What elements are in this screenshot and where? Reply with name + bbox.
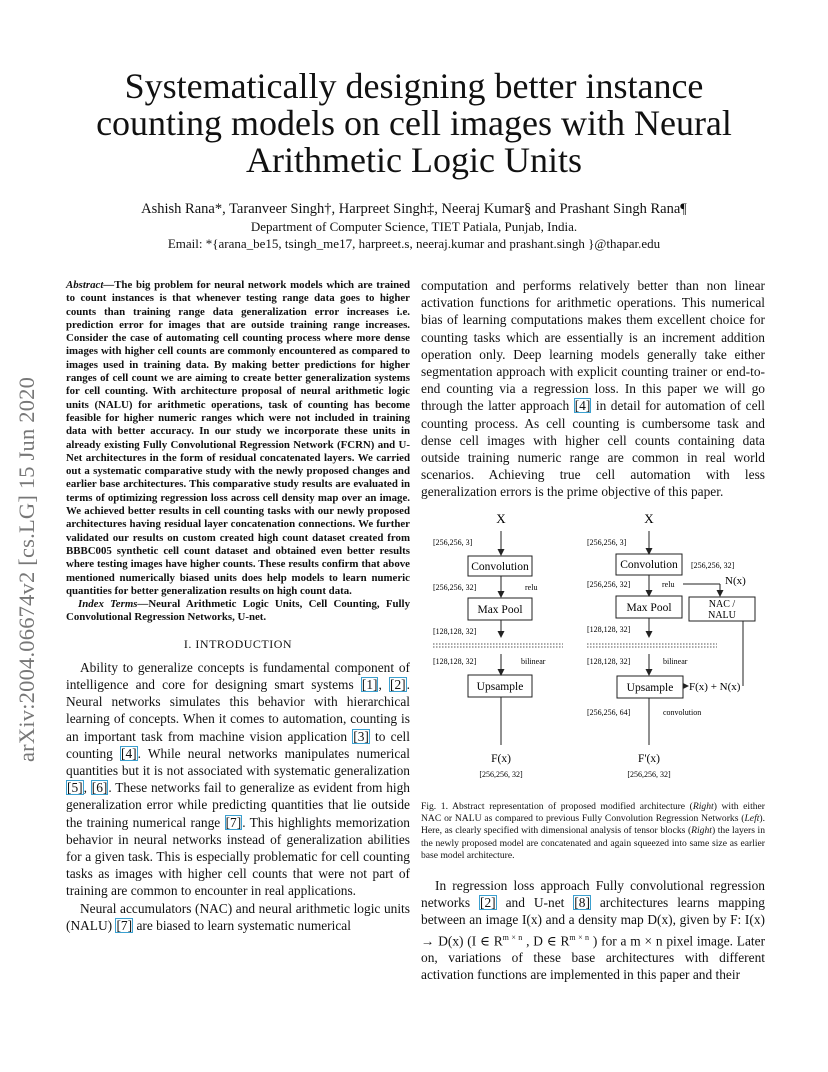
citation-link[interactable]: [2] [390,676,406,692]
arxiv-identifier[interactable]: arXiv:2004.06674v2 [cs.LG] 15 Jun 2020 [14,376,39,762]
left-convolution-label: Convolution [471,561,529,573]
right-paragraph-1: computation and performs relatively better than non linear activation functions for arithmetic operations. This numerical bias of learning computations makes them excellent choice for counting tasks which are essentially is an increment addition operation only. Deep learning models generally take either segmentation approach with explicit counting trainer or end-to-end counting via a regression loss. In this paper we will go through the latter approach [4] in detail for automation of cell counting process. As cell counting is cumbersome task and dense cell images with higher cell counts containing data outside training numeric range are common in real world scenarios. Achieving true cell automation with less generalization errors is the prime objective of this paper. [421,278,765,500]
citation-link[interactable]: [6] [91,780,108,796]
citation-link[interactable]: [4] [121,745,137,761]
right-input-label: X [644,511,654,526]
right-dim-label: [256,256, 3] [587,538,627,547]
abstract-text: The big problem for neural network models which are trained to count instances is that whenever testing range data goes to higher counts than training range data generalization error increases i.e. prediction error for images that are outside training range increases. Consider the case of automating cell counting process where more dense images with higher cell counts are commonly encountered as compared to images used in training data. By making better predictions for higher ranges of cell count we are aiming to create better generalization systems for cell counting. With architecture proposal of neural arithmetic logic units (NALU) for arithmetic operations, task of counting has become feasible for higher numeric ranges which were not included in training data with better accuracy. In our study we incorporate these units in already existing Fully Convolutional Regression Network (FCRN) and U-Net architectures in the form of residual concatenated layers. We carried out a systematic comparative study with the newly proposed changes and earlier base architectures. This comparative study results are evaluated in terms of optimizing regression loss across cell density map over an image. We achieved better results in cell counting tasks with our newly proposed architectures having residual layer concatenation connections. We further validated our results on custom created high count dataset created from BBBC005 synthetic cell count dataset and obtained even better results where testing images have higher counts. These results confirm that above mentioned numerically biased units does help models to learn numeric quantities for better generalization results on high count data. [66,279,410,597]
right-relu-label: relu [662,580,675,589]
right-dim-label: [256,256, 64] [587,708,631,717]
paper-title: Systematically designing better instance counting models on cell images with Neural Arithmetic Logic Units [96,66,732,180]
left-maxpool-label: Max Pool [477,604,523,616]
citation-link[interactable]: [3] [353,728,369,744]
intro-paragraph-2: Neural accumulators (NAC) and neural arithmetic logic units (NALU) [7] are biased to learn systematic numerical [66,900,410,933]
right-diagram [587,511,755,779]
left-relu-label: relu [525,583,538,592]
right-column [421,277,765,501]
index-terms [66,598,410,625]
left-dim-label: [256,256, 32] [479,770,523,779]
architecture-figure [421,505,765,795]
left-input-label: X [496,511,506,526]
citation-link[interactable]: [2] [480,895,496,911]
right-dim-label: [256,256, 32] [627,770,671,779]
left-dim-label: [128,128, 32] [433,627,477,636]
left-output-label: F(x) [491,753,511,765]
author-list: Ashish Rana*, Taranveer Singh†, Harpreet Singh‡, Neeraj Kumar§ and Prashant Singh Rana¶ [141,201,687,217]
index-terms-label: Index Terms— [78,598,149,611]
right-maxpool-label: Max Pool [626,602,672,614]
citation-link[interactable]: [7] [225,814,242,830]
right-output-label: F'(x) [638,753,660,765]
email-line: Email: *{arana_be15, tsingh_me17, harpreet.s, neeraj.kumar and prashant.singh }@thapar.edu [167,236,661,251]
right-convolution-small-label: convolution [663,708,702,717]
intro-paragraph-1: Ability to generalize concepts is fundamental component of intelligence and core for designing smart systems [1], [2]. Neural networks simulates this behavior with hierarchical learning of concepts. When it comes to automation, counting is an important task from machine vision application [3] to cell counting [4]. While neural networks manipulates numerical quantities but it is not associated with systematic generalization [5], [6]. These networks fail to generalize as evident from high generalization error while predicting quantities that lie outside the training numerical range [7]. This highlights memorization behavior in neural networks instead of generalization abilities for a given task. This is especially problematic for cell counting tasks as images with higher cell counts that were not part of training are common to encounter in real applications. [66,659,410,899]
right-dim-label: [256,256, 32] [587,580,631,589]
citation-link[interactable]: [7] [116,917,133,933]
right-dim-label: [128,128, 32] [587,625,631,634]
left-bilinear-label: bilinear [521,657,546,666]
right-dim-label: [256,256, 32] [691,561,735,570]
right-dim-label: [128,128, 32] [587,657,631,666]
figure-caption: Fig. 1. Abstract representation of proposed modified architecture (Right) with either NAC or NALU as compared to previous Fully Convolution Regression Networks (Left). Here, as clearly specified with dimensional analysis of tensor blocks (Right) the layers in the newly proposed model are concatenated and again squeezed into same size as earlier base model architecture. [421,801,766,861]
right-nx-label: N(x) [725,575,746,587]
left-column [66,279,410,934]
sum-label: F(x) + N(x) [689,681,741,693]
nac-nalu-label: NALU [708,610,736,621]
left-dim-label: [256,256, 3] [433,538,473,547]
right-paragraph-2: In regression loss approach Fully convolutional regression networks [2] and U-net [8] architectures learns mapping between an image I(x) and a density map D(x), given by F: I(x) → D(x) (I ∈ $R^{m \times n}$ , D ∈ $R^{m \times n}$ ) for a m × n pixel image. Later on, variations of these base architectures with different activation functions are implemented in this paper and their [421,878,766,983]
section-heading-introduction: I. INTRODUCTION [183,636,293,651]
abstract-label: Abstract— [66,279,115,291]
citation-link[interactable]: [1] [361,676,378,692]
right-column-lower [421,877,765,984]
right-upsample-label: Upsample [626,682,674,694]
right-bilinear-label: bilinear [663,657,688,666]
left-dim-label: [256,256, 32] [433,583,477,592]
right-convolution-label: Convolution [620,559,678,571]
left-dim-label: [128,128, 32] [433,657,477,666]
left-diagram [433,511,563,779]
citation-link[interactable]: [8] [574,895,590,911]
affiliation: Department of Computer Science, TIET Patiala, Punjab, India. [250,219,578,234]
abstract [66,279,410,598]
left-upsample-label: Upsample [476,681,524,693]
citation-link[interactable]: [4] [574,398,591,414]
citation-link[interactable]: [5] [67,780,83,796]
nac-nalu-label: NAC / [708,599,736,610]
index-terms-text: Neural Arithmetic Logic Units, Cell Counting, Fully Convolutional Regression Networks, U-net. [66,598,410,624]
